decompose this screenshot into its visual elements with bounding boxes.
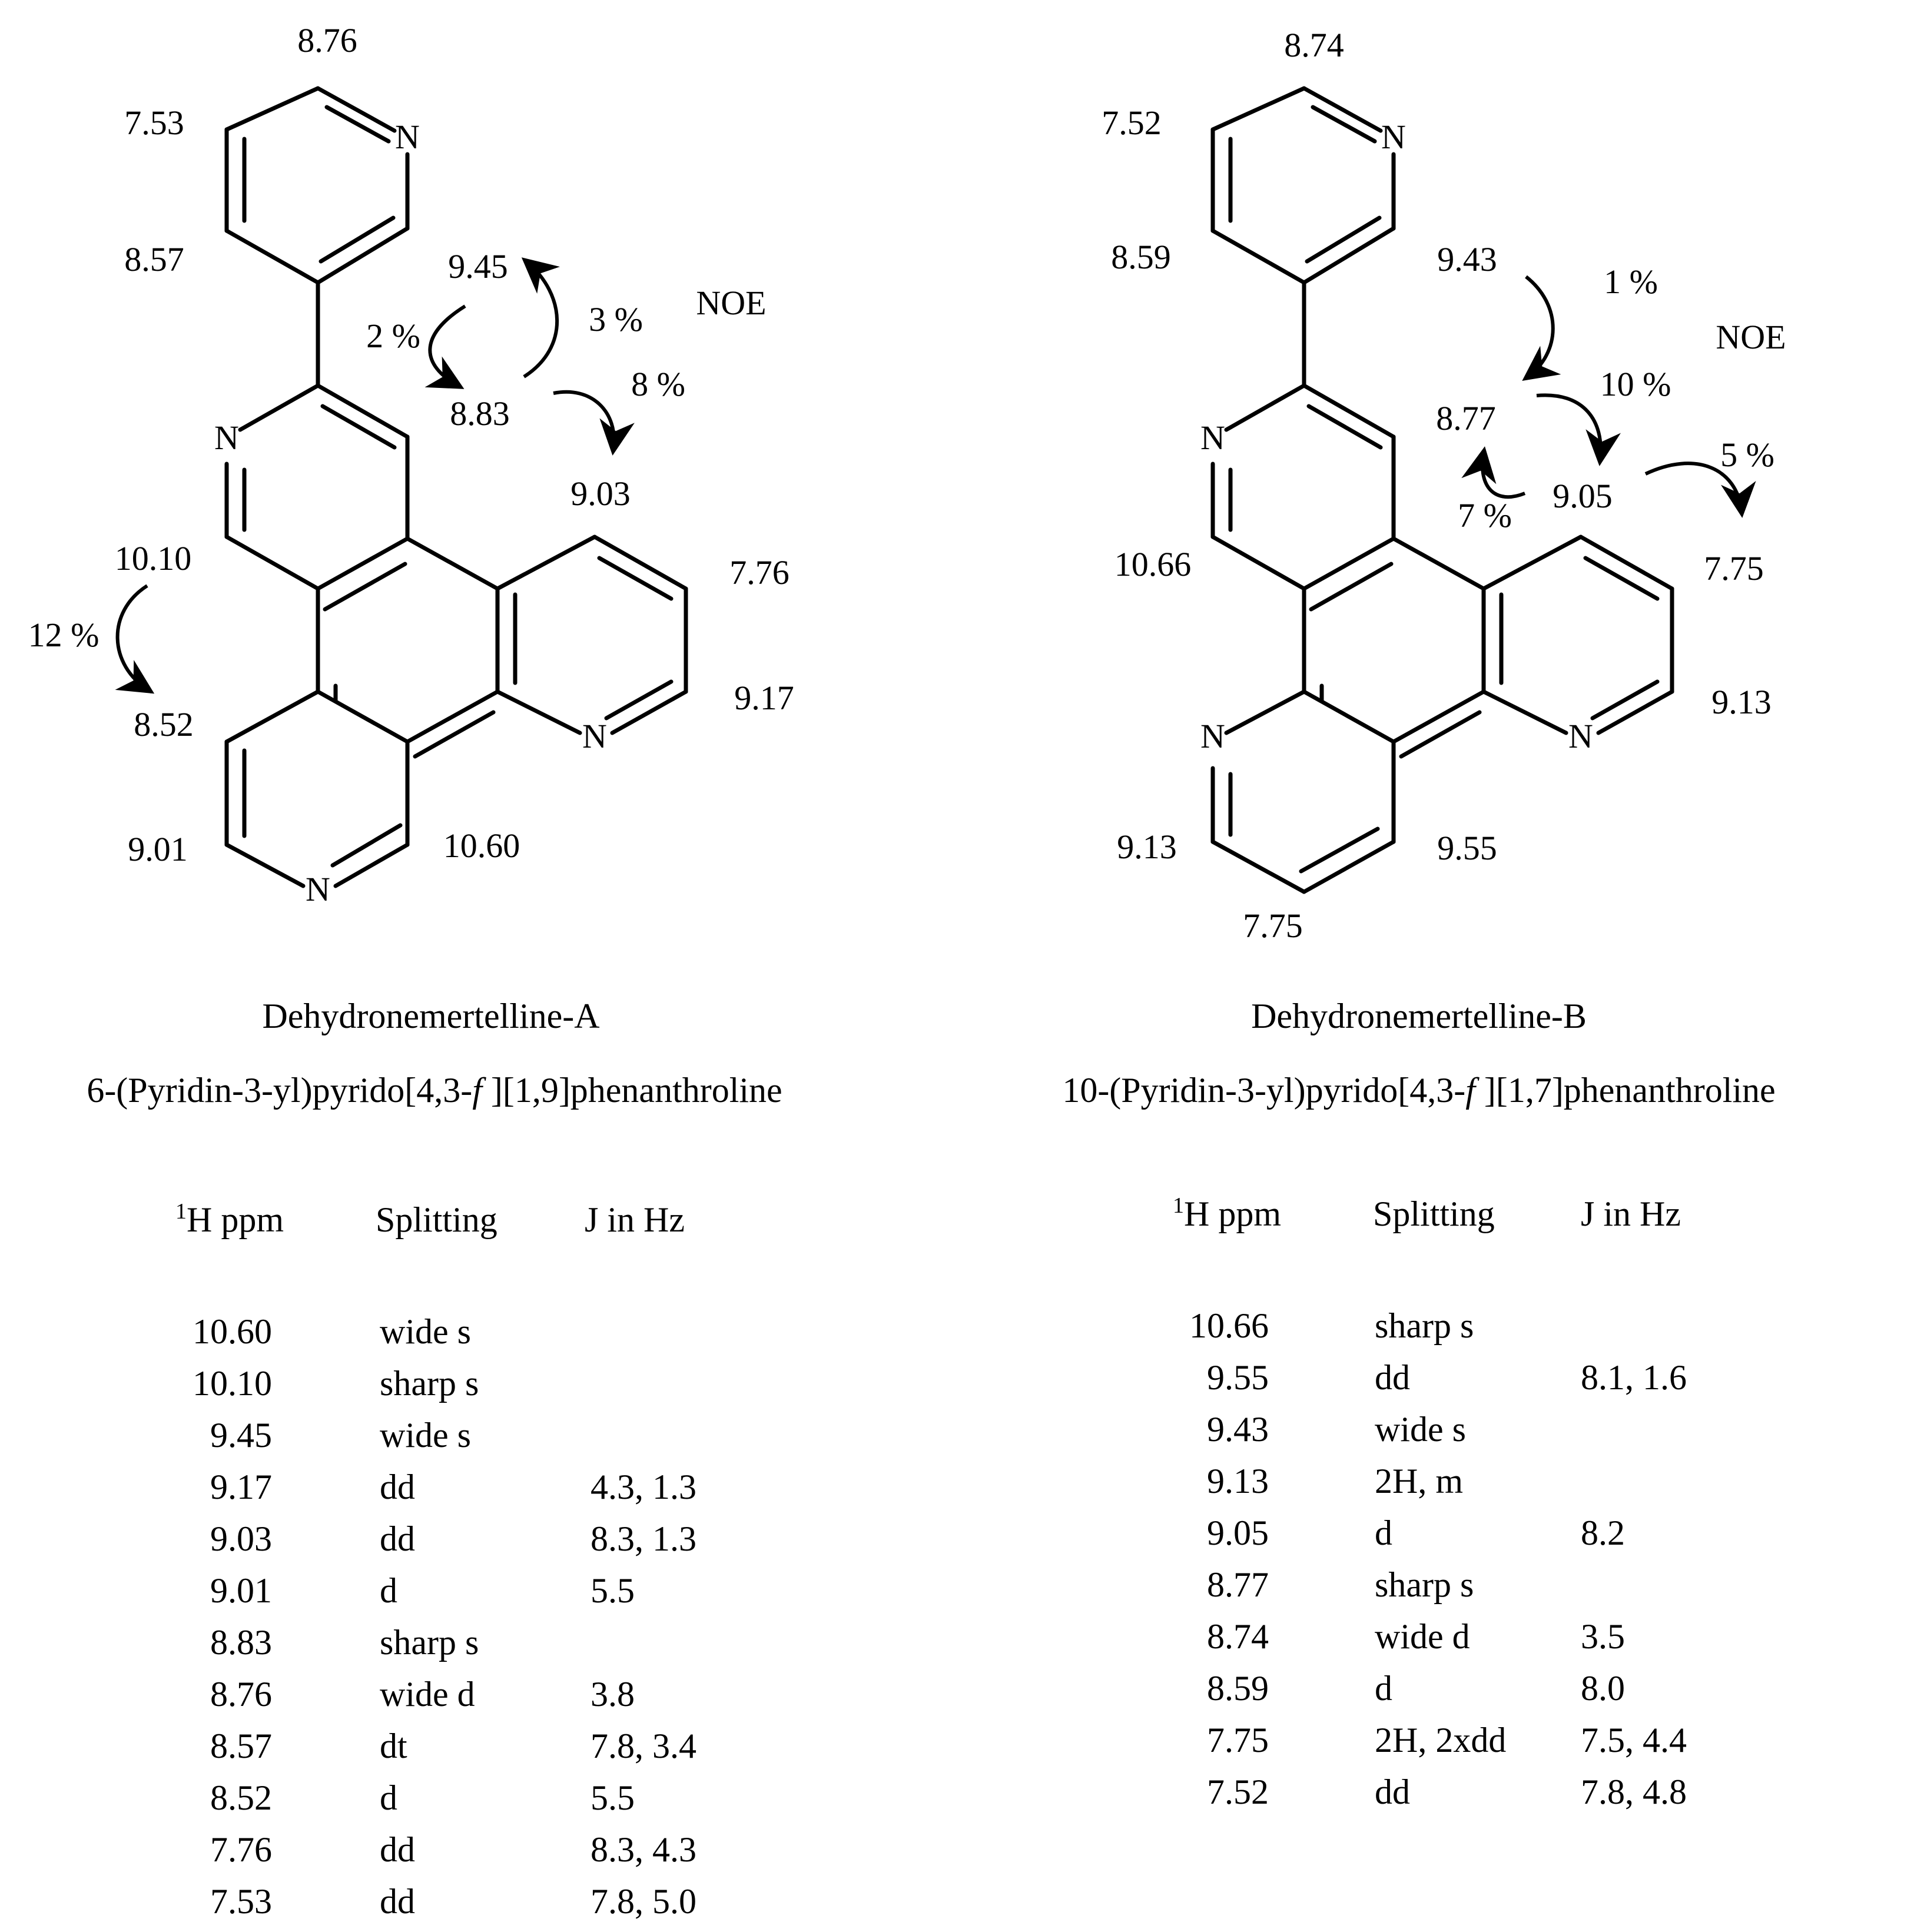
- table-cell-ppm: 8.77: [1207, 1565, 1269, 1604]
- header-j: J in Hz: [1581, 1194, 1681, 1233]
- table-cell-ppm: 7.76: [210, 1830, 272, 1869]
- header-j: J in Hz: [585, 1200, 685, 1239]
- table-cell-splitting: d: [1375, 1669, 1392, 1708]
- table-cell-ppm: 7.52: [1207, 1772, 1269, 1811]
- table-cell-splitting: d: [380, 1571, 397, 1610]
- iupac-part: ][1,9]phenanthroline: [482, 1071, 782, 1110]
- compound-b-name: Dehydronemertelline-B: [1251, 997, 1587, 1035]
- shift-label: 9.55: [1437, 829, 1497, 867]
- table-cell-splitting: wide s: [1375, 1410, 1466, 1449]
- shift-label: 9.43: [1437, 240, 1497, 278]
- header-ppm-sup: 1: [175, 1199, 187, 1224]
- header-ppm: [1173, 1193, 1281, 1233]
- atom-n: N: [582, 717, 607, 755]
- atom-n: N: [1381, 118, 1406, 156]
- table-cell-splitting: wide d: [380, 1675, 475, 1714]
- table-cell-splitting: wide s: [380, 1312, 471, 1351]
- noe-arrow: [430, 306, 465, 386]
- table-cell-ppm: 9.13: [1207, 1462, 1269, 1501]
- table-cell-ppm: 7.75: [1207, 1721, 1269, 1760]
- shift-label: 7.75: [1704, 549, 1764, 587]
- table-cell-ppm: 8.57: [210, 1727, 272, 1765]
- ring-e-b: [1213, 686, 1394, 892]
- table-cell-splitting: 2H, 2xdd: [1375, 1721, 1507, 1760]
- shift-label: 10.60: [443, 826, 520, 865]
- noe-arrow: [1482, 453, 1525, 497]
- table-cell-splitting: dd: [380, 1882, 415, 1921]
- compound-a-iupac: [87, 1071, 782, 1110]
- atom-n: N: [214, 419, 239, 457]
- shift-label: 9.17: [734, 679, 794, 717]
- shift-label: 7.53: [124, 104, 184, 142]
- header-ppm-sup: 1: [1173, 1193, 1184, 1218]
- noe-percent: 10 %: [1600, 365, 1671, 403]
- shift-labels-b: [1102, 26, 1772, 945]
- table-cell-splitting: dd: [380, 1468, 415, 1506]
- table-cell-j: 7.8, 4.8: [1581, 1772, 1687, 1811]
- iupac-italic: f: [1465, 1071, 1475, 1110]
- compound-a-name: Dehydronemertelline-A: [262, 997, 600, 1035]
- shift-label: 9.01: [128, 830, 188, 868]
- noe-a: [28, 262, 767, 690]
- shift-label: 9.13: [1117, 828, 1177, 866]
- shift-label: 8.52: [134, 705, 194, 743]
- pyridyl-ring-a: [227, 88, 407, 283]
- header-splitting: Splitting: [376, 1200, 497, 1239]
- table-cell-splitting: sharp s: [1375, 1565, 1474, 1604]
- compound-b-iupac: [1062, 1071, 1775, 1110]
- table-cell-ppm: 9.03: [210, 1519, 272, 1558]
- table-body-b: [1189, 1306, 1687, 1811]
- atom-n: N: [1568, 717, 1593, 755]
- noe-percent: 5 %: [1720, 436, 1774, 474]
- table-cell-ppm: 10.66: [1189, 1306, 1269, 1345]
- table-cell-j: 5.5: [591, 1571, 635, 1610]
- shift-label: 7.75: [1243, 907, 1303, 945]
- ring-e-a: [227, 686, 407, 886]
- table-cell-ppm: 10.60: [193, 1312, 272, 1351]
- noe-arrow: [1537, 395, 1601, 459]
- shift-label: 8.83: [450, 394, 510, 433]
- header-ppm: [175, 1199, 284, 1239]
- table-cell-ppm: 9.17: [210, 1468, 272, 1506]
- table-cell-ppm: 9.55: [1207, 1358, 1269, 1397]
- pyridyl-ring-b: [1213, 88, 1394, 283]
- iupac-italic: f: [472, 1071, 482, 1110]
- table-cell-splitting: dt: [380, 1727, 407, 1765]
- ring-c-b: [1304, 539, 1484, 756]
- table-cell-j: 7.8, 5.0: [591, 1882, 696, 1921]
- table-cell-ppm: 9.45: [210, 1416, 272, 1455]
- noe-arrow: [524, 262, 557, 377]
- table-cell-j: 7.5, 4.4: [1581, 1721, 1687, 1760]
- header-ppm-text: H ppm: [187, 1200, 284, 1239]
- header-ppm-text: H ppm: [1184, 1194, 1281, 1233]
- shift-label: 10.10: [114, 539, 192, 577]
- table-cell-splitting: dd: [1375, 1772, 1410, 1811]
- noe-percent: 1 %: [1604, 263, 1658, 301]
- atom-n: N: [1200, 717, 1225, 755]
- header-splitting: Splitting: [1373, 1194, 1495, 1233]
- shift-label: 8.57: [124, 240, 184, 278]
- shift-label: 9.03: [570, 474, 631, 513]
- shift-label: 8.59: [1111, 238, 1171, 276]
- table-cell-j: 8.2: [1581, 1513, 1625, 1552]
- noe-b: [1458, 263, 1786, 535]
- atom-n: N: [395, 118, 420, 156]
- table-cell-ppm: 9.43: [1207, 1410, 1269, 1449]
- table-cell-splitting: sharp s: [380, 1623, 479, 1662]
- ring-b-a: [227, 386, 407, 589]
- shift-label: 9.13: [1711, 683, 1772, 721]
- iupac-part: ][1,7]phenanthroline: [1475, 1071, 1776, 1110]
- table-cell-splitting: d: [1375, 1513, 1392, 1552]
- table-cell-splitting: dd: [380, 1519, 415, 1558]
- table-cell-ppm: 8.52: [210, 1778, 272, 1817]
- shift-label: 8.77: [1436, 399, 1496, 437]
- table-body-a: [193, 1312, 696, 1921]
- table-cell-j: 3.5: [1581, 1617, 1625, 1656]
- table-cell-j: 8.3, 4.3: [591, 1830, 696, 1869]
- nmr-table-a: [175, 1199, 696, 1921]
- noe-arrow: [118, 586, 148, 690]
- table-cell-j: 7.8, 3.4: [591, 1727, 696, 1765]
- shift-label: 8.74: [1284, 26, 1344, 64]
- noe-label: NOE: [1716, 318, 1786, 356]
- nmr-table-b: [1173, 1193, 1687, 1811]
- table-cell-splitting: d: [380, 1778, 397, 1817]
- shift-label: 7.52: [1102, 104, 1162, 142]
- table-cell-splitting: sharp s: [380, 1364, 479, 1403]
- table-cell-ppm: 8.59: [1207, 1669, 1269, 1708]
- table-cell-splitting: dd: [380, 1830, 415, 1869]
- noe-percent: 3 %: [589, 300, 643, 338]
- ring-b-b: [1213, 386, 1394, 589]
- noe-percent: 7 %: [1458, 496, 1512, 535]
- shift-label: 7.76: [729, 553, 790, 592]
- shift-label: 10.66: [1114, 545, 1192, 583]
- table-cell-j: 4.3, 1.3: [591, 1468, 696, 1506]
- atom-n: N: [306, 870, 330, 908]
- table-cell-splitting: wide d: [1375, 1617, 1470, 1656]
- noe-percent: 12 %: [28, 616, 99, 654]
- table-cell-ppm: 8.76: [210, 1675, 272, 1714]
- shift-label: 9.45: [448, 247, 508, 286]
- table-cell-j: 8.3, 1.3: [591, 1519, 696, 1558]
- noe-label: NOE: [696, 284, 767, 322]
- table-cell-ppm: 9.05: [1207, 1513, 1269, 1552]
- table-cell-ppm: 7.53: [210, 1882, 272, 1921]
- atom-n: N: [1200, 419, 1225, 457]
- table-cell-ppm: 8.83: [210, 1623, 272, 1662]
- noe-percent: 8 %: [631, 365, 685, 403]
- table-cell-ppm: 9.01: [210, 1571, 272, 1610]
- iupac-part: 6-(Pyridin-3-yl)pyrido[4,3-: [87, 1071, 473, 1110]
- ring-d-b: [1484, 537, 1672, 733]
- table-cell-j: 8.0: [1581, 1669, 1625, 1708]
- table-cell-j: 5.5: [591, 1778, 635, 1817]
- noe-arrow: [553, 392, 614, 449]
- table-cell-ppm: 8.74: [1207, 1617, 1269, 1656]
- noe-arrow: [1526, 277, 1553, 377]
- table-cell-splitting: wide s: [380, 1416, 471, 1455]
- table-cell-splitting: dd: [1375, 1358, 1410, 1397]
- table-cell-j: 3.8: [591, 1675, 635, 1714]
- shift-label: 9.05: [1553, 477, 1613, 515]
- ring-c-a: [318, 539, 497, 756]
- ring-d-a: [497, 537, 686, 733]
- noe-percent: 2 %: [366, 317, 420, 355]
- table-cell-ppm: 10.10: [193, 1364, 272, 1403]
- table-cell-splitting: 2H, m: [1375, 1462, 1463, 1501]
- shift-label: 8.76: [297, 21, 357, 59]
- table-cell-j: 8.1, 1.6: [1581, 1358, 1687, 1397]
- table-cell-splitting: sharp s: [1375, 1306, 1474, 1345]
- iupac-part: 10-(Pyridin-3-yl)pyrido[4,3-: [1062, 1071, 1466, 1110]
